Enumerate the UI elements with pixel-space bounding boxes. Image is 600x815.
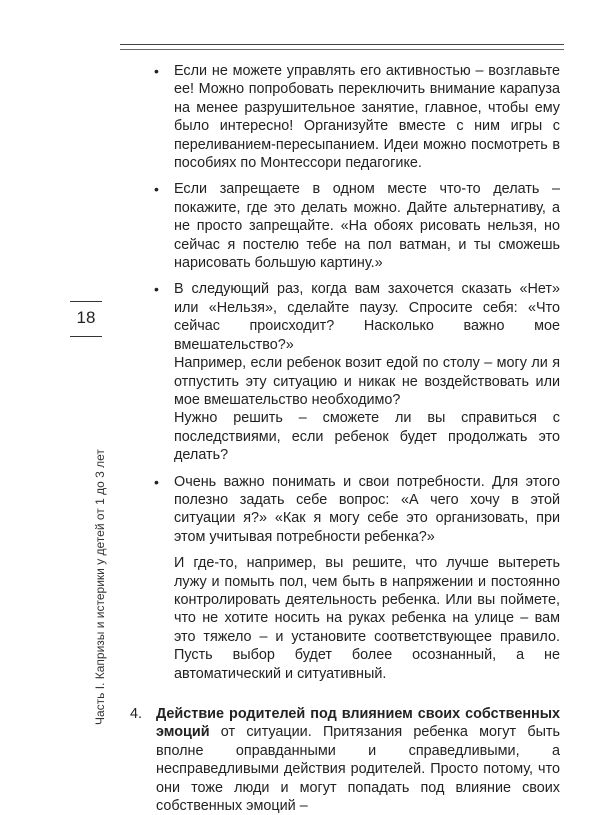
numbered-item-body: от ситуации. Притязания ребенка могут быть вполне оправданными и справедливыми, а несправедливыми действия родителей. Просто потому, что они тоже люди и могут попадать под влияние своих собственных эмоций – [156,724,560,815]
running-head: Часть I. Капризы и истерики у детей от 1 до 3 лет [93,449,107,725]
list-item [130,62,560,172]
bullet-list [130,62,560,546]
follow-paragraph-block [130,554,560,683]
bullet-icon: • [154,63,159,79]
bullet-text: Если не можете управлять его активностью – возглавьте ее! Можно попробовать переключить внимание карапуза на менее разрушительное занятие, главное, чтобы ему было интересно! Организуйте вместе с ним игры с переливанием-пересыпанием. Идеи можно посмотреть в пособиях по Монтессори педагогике. [174,63,560,172]
list-item [130,180,560,272]
bullet-text: Очень важно понимать и свои потребности. Для этого полезно задать себе вопрос: «А чего хочу в этой ситуации я?» «Как я могу себе это организовать, при этом учитывая потребности ребенка?» [174,473,560,545]
bullet-icon: • [154,281,159,298]
numbered-item-heading: Действие родителей под влиянием своих собственных эмоций [156,706,560,741]
header-rule-thin [120,49,564,50]
bullet-text: Нужно решить – сможете ли вы справиться с последствиями, если ребенок будет продолжать это делать? [174,410,560,464]
page-number: 18 [76,308,96,327]
page-sidebar [0,0,110,750]
follow-paragraph: И где-то, например, вы решите, что лучше вытереть лужу и помыть пол, чем быть в напряжении и постоянно контролировать деятельность ребенка. Или вы поймете, что не хотите носить на руках ребенка на улице – вам это тяжело – и установите соответствующее правило. Пусть выбор будет более осознанный, а не автоматический и ситуативный. [174,555,560,682]
bullet-text: Если запрещаете в одном месте что-то делать – покажите, где это делать можно. Дайте альтернативу, а не просто запрещайте. «На обоях рисовать нельзя, но сейчас я постелю тебе на пол ватман, и ты сможешь нарисовать большую картину.» [174,181,560,272]
numbered-item [130,705,560,815]
list-item [130,280,560,464]
page-number-rule-bottom [70,336,102,337]
page-body [130,62,560,815]
list-item [130,473,560,547]
page-number-rule-top [70,301,102,302]
item-number: 4. [130,706,143,722]
numbered-item-text [156,705,560,815]
bullet-icon: • [154,181,159,198]
bullet-text: В следующий раз, когда вам захочется сказать «Нет» или «Нельзя», сделайте паузу. Спросите себя: «Что сейчас происходит? Насколько важно мое вмешательство?» [174,281,560,353]
header-rule-thick [120,44,564,45]
bullet-icon: • [154,473,159,490]
bullet-text: Например, если ребенок возит едой по столу – могу ли я отпустить эту ситуацию и никак не воздействовать или мое вмешательство необходимо? [174,355,560,408]
